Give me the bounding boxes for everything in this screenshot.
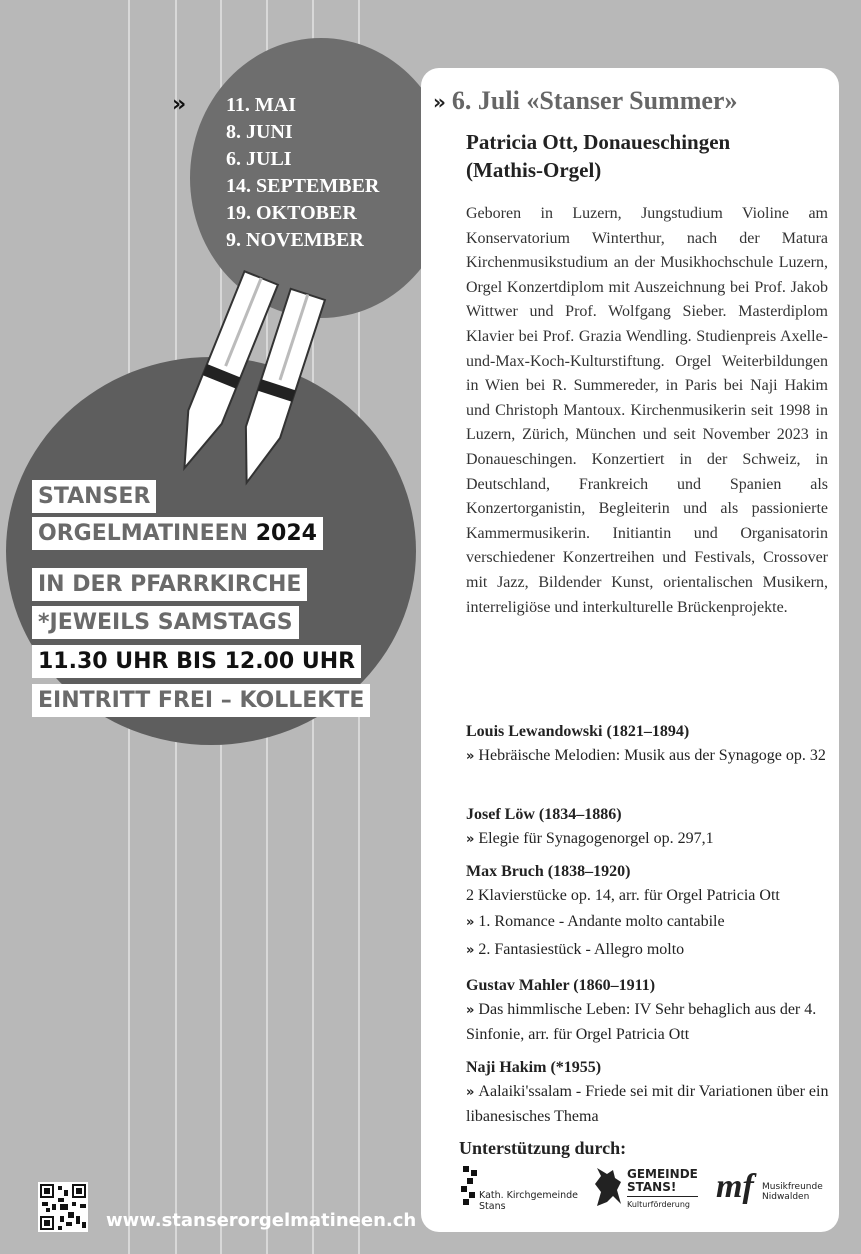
piece-title: Elegie für Synagogenorgel op. 297,1: [478, 830, 714, 847]
composer: Naji Hakim (*1955): [466, 1059, 602, 1076]
chevron-icon: »: [466, 749, 475, 764]
piece: [466, 910, 836, 935]
event-day: *JEWEILS SAMSTAGS: [32, 606, 299, 639]
date-item: 11. MAI: [226, 94, 296, 116]
program-item: [466, 720, 836, 769]
date-item: 19. OKTOBER: [226, 202, 357, 224]
date-item: 14. SEPTEMBER: [226, 175, 380, 197]
piece-title: Aalaiki'ssalam - Friede sei mit dir Variationen über ein libanesisches Thema: [466, 1083, 829, 1125]
piece-title: Hebräische Melodien: Musik aus der Synagoge op. 32: [478, 747, 826, 764]
piece: [466, 744, 836, 769]
program-item: [466, 974, 836, 1047]
gemeinde-line3: Kulturförderung: [627, 1196, 698, 1211]
chevron-icon: »: [466, 1003, 475, 1018]
ibex-icon: [591, 1166, 625, 1208]
piece: [466, 1080, 836, 1129]
chevron-icon: »: [466, 832, 475, 847]
kirch-line2: Stans: [479, 1201, 506, 1212]
program-item: [466, 803, 836, 852]
composer: Louis Lewandowski (1821–1894): [466, 723, 690, 740]
piece-title: 2. Fantasiestück - Allegro molto: [478, 941, 685, 958]
performer: [466, 128, 826, 184]
chevron-icon: »: [433, 90, 446, 114]
chevron-icon: »: [466, 915, 475, 930]
website-link[interactable]: www.stanserorgelmatineen.ch: [106, 1210, 417, 1231]
concert-title-text: 6. Juli «Stanser Summer»: [451, 86, 738, 115]
support-label: Unterstützung durch:: [459, 1138, 627, 1158]
event-title-line2: [32, 517, 323, 550]
chevron-icon: »: [172, 92, 187, 117]
piece-title: 1. Romance - Andante molto cantabile: [478, 913, 725, 930]
piece-intro: 2 Klavierstücke op. 14, arr. für Orgel Patricia Ott: [466, 887, 780, 904]
gemeinde-line1: GEMEINDE: [627, 1167, 698, 1181]
date-item: 6. JULI: [226, 148, 292, 170]
program-item: [466, 1056, 836, 1129]
event-admission: EINTRITT FREI – KOLLEKTE: [32, 684, 370, 717]
concert-detail-panel: [421, 68, 839, 1232]
piece: [466, 938, 836, 963]
mf-line2: Nidwalden: [762, 1192, 810, 1202]
program-item: [466, 860, 836, 963]
event-time: 11.30 UHR BIS 12.00 UHR: [32, 645, 361, 678]
qr-code-icon[interactable]: [38, 1182, 88, 1232]
event-title-name: ORGELMATINEEN: [38, 521, 249, 546]
piece-title: Das himmlische Leben: IV Sehr behaglich aus der 4. Sinfonie, arr. für Orgel Patricia Ott: [466, 1001, 817, 1043]
mf-mark: mf: [716, 1168, 754, 1205]
kirch-line1: Kath. Kirchgemeinde: [479, 1190, 578, 1201]
date-item: 9. NOVEMBER: [226, 229, 364, 251]
event-year: 2024: [255, 521, 317, 546]
event-title-line1: STANSER: [32, 480, 156, 513]
composer: Max Bruch (1838–1920): [466, 863, 631, 880]
gemeinde-line2: STANS!: [627, 1180, 677, 1194]
event-venue: IN DER PFARRKIRCHE: [32, 568, 307, 601]
chevron-icon: »: [466, 1085, 475, 1100]
composer: Josef Löw (1834–1886): [466, 806, 622, 823]
performer-bio: Geboren in Luzern, Jungstudium Violine am Konservatorium Winterthur, nach der Matura Kirchenmusikstudium an der Musikhochschule Luzern, Orgel Konzertdiplom mit Auszeichnung bei Prof. Jakob Wittwer und Prof. Wolfgang Sieber. Masterdiplom Klavier bei Prof. Grazia Wendling. Studienpreis Axelle-und-Max-Koch-Kulturstiftung. Orgel Weiterbildungen in Wien bei R. Summereder, in Paris bei Naji Hakim und Christoph Mantoux. Kirchenmusikerin seit 1998 in Luzern, Zürich, München und seit November 2023 in Donaueschingen. Konzertiert in der Schweiz, in Deutschland, Frankreich und Spanien als Konzertorganistin, Begleiterin und als passionierte Kammermusikerin. Initiantin und Organisatorin verschiedener Konzertreihen und Festivals, Crossover mit Jazz, Bildender Kunst, orientalischen Musikern, interreligiöse und interkulturelle Brückenprojekte.: [466, 205, 828, 616]
chevron-icon: »: [466, 943, 475, 958]
composer: Gustav Mahler (1860–1911): [466, 977, 656, 994]
piece: [466, 998, 836, 1047]
concert-title: [433, 86, 737, 116]
performer-name: Patricia Ott, Donaueschingen: [466, 130, 731, 154]
piece: [466, 827, 836, 852]
performer-organ: (Mathis-Orgel): [466, 158, 602, 182]
date-item: 8. JUNI: [226, 121, 293, 143]
date-list: [226, 92, 379, 254]
organ-pipe-icon: [160, 270, 340, 490]
mf-line1: Musikfreunde: [762, 1182, 823, 1192]
